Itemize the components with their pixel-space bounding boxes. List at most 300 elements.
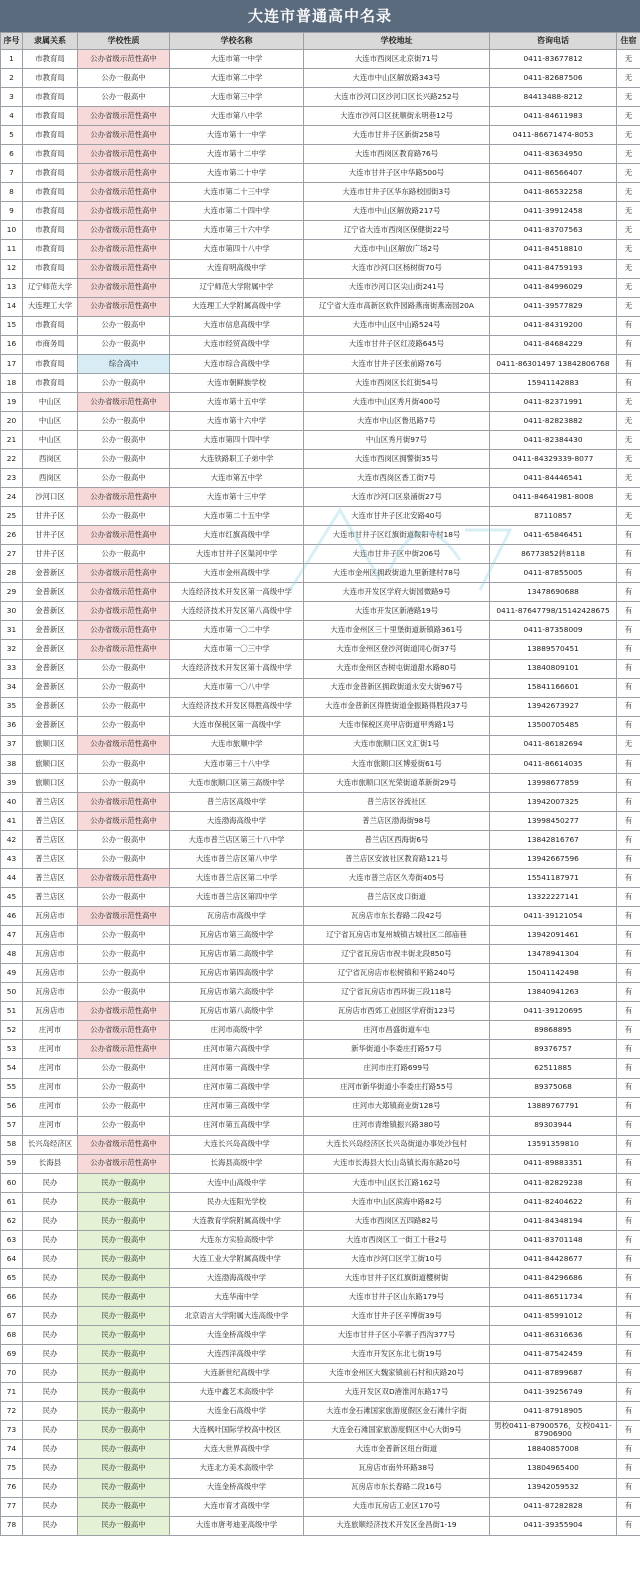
cell-affiliation: 民办	[23, 1383, 78, 1402]
cell-school-type: 民办一般高中	[78, 1478, 170, 1497]
cell-affiliation: 民办	[23, 1364, 78, 1383]
cell-address: 大连市沙河口区尖山街241号	[304, 278, 490, 297]
cell-school-name: 大连金桥高级中学	[170, 1478, 304, 1497]
cell-affiliation: 甘井子区	[23, 545, 78, 564]
table-row	[1, 202, 640, 221]
cell-school-type: 公办一般高中	[78, 316, 170, 335]
cell-index: 8	[1, 183, 23, 202]
table-row	[1, 69, 640, 88]
cell-school-type: 民办一般高中	[78, 1173, 170, 1192]
cell-boarding: 无	[617, 50, 640, 69]
cell-address: 大连市甘井子区山东路179号	[304, 1288, 490, 1307]
cell-index: 37	[1, 735, 23, 754]
cell-phone: 13478941304	[490, 945, 617, 964]
cell-boarding: 无	[617, 183, 640, 202]
cell-index: 7	[1, 164, 23, 183]
cell-boarding: 有	[617, 373, 640, 392]
cell-address: 大连市开发区学府大街园微路9号	[304, 583, 490, 602]
table-row	[1, 107, 640, 126]
cell-boarding: 有	[617, 564, 640, 583]
cell-affiliation: 长兴岛经济区	[23, 1135, 78, 1154]
cell-boarding: 有	[617, 773, 640, 792]
cell-phone: 13942007325	[490, 792, 617, 811]
cell-address: 普兰店区渤海街98号	[304, 811, 490, 830]
cell-index: 47	[1, 926, 23, 945]
cell-boarding: 有	[617, 1364, 640, 1383]
cell-school-type: 公办省级示范性高中	[78, 602, 170, 621]
cell-address: 大连市中山区秀月街400号	[304, 392, 490, 411]
cell-address: 大连市甘井子区中街206号	[304, 545, 490, 564]
cell-affiliation: 市教育局	[23, 316, 78, 335]
cell-school-name: 大连教育学院附属高级中学	[170, 1211, 304, 1230]
cell-affiliation: 庄河市	[23, 1040, 78, 1059]
cell-address: 大连市甘井子区辛博街39号	[304, 1307, 490, 1326]
cell-index: 73	[1, 1421, 23, 1440]
cell-affiliation: 金普新区	[23, 678, 78, 697]
cell-boarding: 有	[617, 1307, 640, 1326]
table-row	[1, 1326, 640, 1345]
cell-boarding: 有	[617, 602, 640, 621]
cell-address: 普兰店区皮口街道	[304, 888, 490, 907]
cell-phone: 0411-84319200	[490, 316, 617, 335]
cell-address: 大连市中山区长江路162号	[304, 1173, 490, 1192]
cell-affiliation: 瓦房店市	[23, 1002, 78, 1021]
cell-school-name: 辽宁师范大学附属中学	[170, 278, 304, 297]
cell-index: 70	[1, 1364, 23, 1383]
cell-address: 大连市中山区解放广场2号	[304, 240, 490, 259]
cell-address: 大连市甘井子区中华路500号	[304, 164, 490, 183]
cell-index: 22	[1, 449, 23, 468]
cell-address: 大连市旅顺口区光荣街道革新街29号	[304, 773, 490, 792]
cell-school-type: 公办省级示范性高中	[78, 735, 170, 754]
cell-boarding: 有	[617, 1383, 640, 1402]
cell-school-type: 公办一般高中	[78, 411, 170, 430]
cell-school-type: 民办一般高中	[78, 1440, 170, 1459]
cell-address: 大连市西岗区教育路76号	[304, 145, 490, 164]
table-row	[1, 983, 640, 1002]
cell-index: 61	[1, 1192, 23, 1211]
cell-boarding: 有	[617, 1192, 640, 1211]
cell-boarding: 有	[617, 354, 640, 373]
cell-address: 大连市瓦房店工业区170号	[304, 1497, 490, 1516]
table-row	[1, 1249, 640, 1268]
table-row	[1, 1459, 640, 1478]
cell-index: 2	[1, 69, 23, 88]
cell-index: 13	[1, 278, 23, 297]
cell-phone: 0411-83707563	[490, 221, 617, 240]
table-row	[1, 373, 640, 392]
cell-school-type: 民办一般高中	[78, 1364, 170, 1383]
table-row	[1, 145, 640, 164]
cell-school-name: 大连枫叶国际学校高中校区	[170, 1421, 304, 1440]
cell-boarding: 有	[617, 1211, 640, 1230]
header-boarding: 住宿	[617, 33, 640, 50]
cell-school-type: 公办省级示范性高中	[78, 1002, 170, 1021]
cell-affiliation: 西岗区	[23, 469, 78, 488]
table-row	[1, 278, 640, 297]
cell-boarding: 有	[617, 926, 640, 945]
cell-phone: 0411-86301497 13842806768	[490, 354, 617, 373]
cell-index: 77	[1, 1497, 23, 1516]
cell-address: 庄河市庄打路699号	[304, 1059, 490, 1078]
cell-school-type: 公办一般高中	[78, 69, 170, 88]
cell-affiliation: 市商务局	[23, 335, 78, 354]
cell-school-name: 瓦房店市第三高级中学	[170, 926, 304, 945]
cell-school-name: 大连华南中学	[170, 1288, 304, 1307]
cell-address: 大连市甘井子区北安路40号	[304, 507, 490, 526]
cell-boarding: 有	[617, 1345, 640, 1364]
cell-index: 30	[1, 602, 23, 621]
cell-index: 45	[1, 888, 23, 907]
cell-affiliation: 瓦房店市	[23, 926, 78, 945]
cell-phone: 0411-39355904	[490, 1516, 617, 1535]
table-row	[1, 1059, 640, 1078]
cell-school-type: 公办省级示范性高中	[78, 107, 170, 126]
cell-address: 大连市金州区大魏家镇前石村和庆路20号	[304, 1364, 490, 1383]
cell-index: 18	[1, 373, 23, 392]
cell-phone: 0411-82371991	[490, 392, 617, 411]
table-row	[1, 1154, 640, 1173]
cell-index: 26	[1, 526, 23, 545]
cell-address: 大连市甘井子区张前路76号	[304, 354, 490, 373]
cell-boarding: 有	[617, 678, 640, 697]
cell-boarding: 无	[617, 469, 640, 488]
cell-phone: 0411-82404622	[490, 1192, 617, 1211]
cell-boarding: 无	[617, 126, 640, 145]
cell-boarding: 有	[617, 1516, 640, 1535]
cell-address: 中山区秀月街97号	[304, 430, 490, 449]
cell-school-name: 大连金石高级中学	[170, 1402, 304, 1421]
header-phone: 咨询电话	[490, 33, 617, 50]
cell-affiliation: 普兰店区	[23, 792, 78, 811]
cell-address: 大连市西岗区北京街71号	[304, 50, 490, 69]
cell-boarding: 无	[617, 411, 640, 430]
cell-school-type: 公办省级示范性高中	[78, 221, 170, 240]
cell-affiliation: 民办	[23, 1345, 78, 1364]
cell-school-type: 民办一般高中	[78, 1230, 170, 1249]
cell-school-type: 公办一般高中	[78, 716, 170, 735]
cell-index: 1	[1, 50, 23, 69]
cell-boarding: 有	[617, 621, 640, 640]
table-row	[1, 1173, 640, 1192]
cell-index: 4	[1, 107, 23, 126]
cell-school-name: 大连市普兰店区第八中学	[170, 849, 304, 868]
cell-address: 大连市沙河口区学工街10号	[304, 1249, 490, 1268]
cell-school-type: 公办一般高中	[78, 983, 170, 1002]
cell-address: 大连市金石滩国家旅游度假区金石滩什字街	[304, 1402, 490, 1421]
cell-boarding: 有	[617, 1059, 640, 1078]
cell-phone: 15941142883	[490, 373, 617, 392]
cell-school-name: 大连市朝鲜族学校	[170, 373, 304, 392]
cell-phone: 0411-84296686	[490, 1269, 617, 1288]
cell-school-name: 大连市第二十四中学	[170, 202, 304, 221]
cell-school-type: 民办一般高中	[78, 1326, 170, 1345]
cell-affiliation: 市教育局	[23, 221, 78, 240]
cell-school-type: 民办一般高中	[78, 1269, 170, 1288]
cell-boarding: 有	[617, 907, 640, 926]
cell-index: 43	[1, 849, 23, 868]
cell-affiliation: 市教育局	[23, 202, 78, 221]
cell-index: 42	[1, 830, 23, 849]
cell-school-type: 公办省级示范性高中	[78, 488, 170, 507]
table-row	[1, 354, 640, 373]
table-row	[1, 1135, 640, 1154]
cell-phone: 89868895	[490, 1021, 617, 1040]
cell-boarding: 有	[617, 640, 640, 659]
cell-boarding: 无	[617, 164, 640, 183]
cell-phone: 13889767791	[490, 1097, 617, 1116]
cell-phone: 0411-86566407	[490, 164, 617, 183]
table-row	[1, 1021, 640, 1040]
cell-affiliation: 民办	[23, 1440, 78, 1459]
table-row	[1, 583, 640, 602]
cell-phone: 0411-82823882	[490, 411, 617, 430]
cell-address: 大连市甘井子区红旗街道樱树街	[304, 1269, 490, 1288]
cell-school-type: 公办省级示范性高中	[78, 1040, 170, 1059]
cell-school-type: 公办省级示范性高中	[78, 126, 170, 145]
cell-affiliation: 市教育局	[23, 107, 78, 126]
cell-school-name: 庄河市第五高级中学	[170, 1116, 304, 1135]
table-row	[1, 830, 640, 849]
cell-phone: 0411-82384430	[490, 430, 617, 449]
cell-boarding: 有	[617, 1116, 640, 1135]
cell-phone: 0411-87899687	[490, 1364, 617, 1383]
table-row	[1, 50, 640, 69]
table-row	[1, 811, 640, 830]
cell-address: 大连市沙河口区泉涌街27号	[304, 488, 490, 507]
cell-index: 72	[1, 1402, 23, 1421]
table-row	[1, 621, 640, 640]
table-row	[1, 1440, 640, 1459]
cell-boarding: 无	[617, 202, 640, 221]
cell-school-type: 公办省级示范性高中	[78, 164, 170, 183]
cell-affiliation: 长海县	[23, 1154, 78, 1173]
table-row	[1, 945, 640, 964]
cell-school-name: 普兰店区高级中学	[170, 792, 304, 811]
table-row	[1, 1345, 640, 1364]
cell-boarding: 无	[617, 507, 640, 526]
cell-boarding: 有	[617, 1173, 640, 1192]
cell-school-name: 大连西洋高级中学	[170, 1345, 304, 1364]
cell-affiliation: 民办	[23, 1269, 78, 1288]
cell-boarding: 有	[617, 1021, 640, 1040]
cell-index: 23	[1, 469, 23, 488]
table-row	[1, 488, 640, 507]
cell-school-type: 公办省级示范性高中	[78, 792, 170, 811]
cell-address: 大连市开发区新港路19号	[304, 602, 490, 621]
cell-school-type: 公办省级示范性高中	[78, 278, 170, 297]
cell-affiliation: 中山区	[23, 430, 78, 449]
cell-phone: 0411-82687506	[490, 69, 617, 88]
cell-school-type: 公办一般高中	[78, 964, 170, 983]
cell-address: 新华街道小李委庄打路57号	[304, 1040, 490, 1059]
cell-phone: 13322227141	[490, 888, 617, 907]
table-row	[1, 240, 640, 259]
cell-phone: 84413488-8212	[490, 88, 617, 107]
table-row	[1, 164, 640, 183]
cell-school-type: 民办一般高中	[78, 1421, 170, 1440]
cell-index: 19	[1, 392, 23, 411]
cell-index: 16	[1, 335, 23, 354]
cell-affiliation: 旅顺口区	[23, 735, 78, 754]
cell-index: 74	[1, 1440, 23, 1459]
cell-affiliation: 中山区	[23, 411, 78, 430]
table-row	[1, 449, 640, 468]
cell-affiliation: 瓦房店市	[23, 983, 78, 1002]
cell-index: 31	[1, 621, 23, 640]
cell-index: 27	[1, 545, 23, 564]
cell-affiliation: 民办	[23, 1173, 78, 1192]
cell-index: 21	[1, 430, 23, 449]
cell-phone: 13840809101	[490, 659, 617, 678]
cell-phone: 0411-86316636	[490, 1326, 617, 1345]
cell-address: 庄河市新华街道小李委庄打路55号	[304, 1078, 490, 1097]
cell-school-name: 大连市综合高级中学	[170, 354, 304, 373]
table-row	[1, 1421, 640, 1440]
cell-school-name: 大连大世界高级中学	[170, 1440, 304, 1459]
cell-address: 大连市甘井子区小辛寨子西沟377号	[304, 1326, 490, 1345]
cell-address: 大连市西岗区拥警街35号	[304, 449, 490, 468]
cell-address: 大连市金州区拥政街道九里新建村78号	[304, 564, 490, 583]
cell-phone: 13942059532	[490, 1478, 617, 1497]
cell-address: 大连市甘井子区红旗街道鞍阳寺村18号	[304, 526, 490, 545]
table-row	[1, 1116, 640, 1135]
cell-affiliation: 普兰店区	[23, 811, 78, 830]
cell-school-type: 民办一般高中	[78, 1345, 170, 1364]
table-row	[1, 507, 640, 526]
cell-boarding: 无	[617, 297, 640, 316]
table-row	[1, 1402, 640, 1421]
cell-affiliation: 金普新区	[23, 659, 78, 678]
cell-boarding: 有	[617, 754, 640, 773]
cell-address: 大连市长海县大长山岛镇长海东路20号	[304, 1154, 490, 1173]
cell-school-name: 庄河市第一高级中学	[170, 1059, 304, 1078]
cell-school-name: 大连市第一〇八中学	[170, 678, 304, 697]
cell-school-type: 公办省级示范性高中	[78, 640, 170, 659]
table-row	[1, 526, 640, 545]
cell-address: 大连市甘井子区新街258号	[304, 126, 490, 145]
cell-school-name: 大连铁路职工子弟中学	[170, 449, 304, 468]
table-row	[1, 1269, 640, 1288]
cell-address: 普兰店区西海街6号	[304, 830, 490, 849]
cell-school-name: 大连市红旗高级中学	[170, 526, 304, 545]
cell-index: 67	[1, 1307, 23, 1326]
cell-boarding: 有	[617, 659, 640, 678]
cell-affiliation: 中山区	[23, 392, 78, 411]
cell-school-name: 庄河市第二高级中学	[170, 1078, 304, 1097]
cell-phone: 0411-86182694	[490, 735, 617, 754]
table-row	[1, 297, 640, 316]
cell-address: 庄河市昌盛街道车屯	[304, 1021, 490, 1040]
cell-boarding: 有	[617, 1154, 640, 1173]
cell-address: 庄河市青维镇振兴路380号	[304, 1116, 490, 1135]
cell-index: 17	[1, 354, 23, 373]
cell-school-type: 公办一般高中	[78, 1116, 170, 1135]
cell-school-type: 公办省级示范性高中	[78, 1021, 170, 1040]
cell-school-type: 公办一般高中	[78, 1097, 170, 1116]
cell-index: 20	[1, 411, 23, 430]
cell-boarding: 有	[617, 1269, 640, 1288]
cell-affiliation: 普兰店区	[23, 849, 78, 868]
cell-phone: 13591359810	[490, 1135, 617, 1154]
cell-boarding: 有	[617, 1326, 640, 1345]
cell-phone: 0411-87918905	[490, 1402, 617, 1421]
cell-phone: 0411-39121054	[490, 907, 617, 926]
cell-phone: 0411-84428677	[490, 1249, 617, 1268]
cell-phone: 15541187971	[490, 869, 617, 888]
cell-index: 36	[1, 716, 23, 735]
cell-affiliation: 西岗区	[23, 449, 78, 468]
cell-school-type: 公办一般高中	[78, 659, 170, 678]
cell-school-name: 庄河市第六高级中学	[170, 1040, 304, 1059]
cell-school-type: 公办一般高中	[78, 1059, 170, 1078]
cell-school-type: 公办一般高中	[78, 888, 170, 907]
cell-affiliation: 民办	[23, 1497, 78, 1516]
cell-phone: 13942091461	[490, 926, 617, 945]
cell-index: 40	[1, 792, 23, 811]
cell-address: 大连市金州区登沙河街道同心街37号	[304, 640, 490, 659]
cell-index: 53	[1, 1040, 23, 1059]
cell-boarding: 有	[617, 1402, 640, 1421]
table-row	[1, 792, 640, 811]
cell-affiliation: 民办	[23, 1230, 78, 1249]
cell-school-name: 大连理工大学附属高级中学	[170, 297, 304, 316]
cell-phone: 13998450277	[490, 811, 617, 830]
cell-address: 大连市甘井子区红凌路645号	[304, 335, 490, 354]
cell-school-name: 大连市第四十四中学	[170, 430, 304, 449]
table-row	[1, 545, 640, 564]
cell-affiliation: 瓦房店市	[23, 945, 78, 964]
cell-school-name: 大连市甘井子区渠河中学	[170, 545, 304, 564]
cell-affiliation: 民办	[23, 1402, 78, 1421]
cell-phone: 0411-87358009	[490, 621, 617, 640]
table-row	[1, 735, 640, 754]
cell-school-type: 民办一般高中	[78, 1516, 170, 1535]
cell-school-name: 大连新世纪高级中学	[170, 1364, 304, 1383]
table-row	[1, 1383, 640, 1402]
cell-index: 71	[1, 1383, 23, 1402]
cell-school-type: 公办一般高中	[78, 830, 170, 849]
cell-index: 65	[1, 1269, 23, 1288]
cell-index: 32	[1, 640, 23, 659]
cell-phone: 0411-83677812	[490, 50, 617, 69]
cell-boarding: 有	[617, 1078, 640, 1097]
cell-school-name: 大连市第一中学	[170, 50, 304, 69]
cell-school-name: 大连北方美术高级中学	[170, 1459, 304, 1478]
cell-affiliation: 民办	[23, 1288, 78, 1307]
cell-affiliation: 民办	[23, 1421, 78, 1440]
cell-school-type: 民办一般高中	[78, 1459, 170, 1478]
table-row	[1, 1192, 640, 1211]
cell-phone: 男校0411-87900576，女校0411-87906900	[490, 1421, 617, 1440]
table-row	[1, 430, 640, 449]
cell-school-name: 大连工业大学附属高级中学	[170, 1249, 304, 1268]
cell-index: 68	[1, 1326, 23, 1345]
cell-school-type: 公办省级示范性高中	[78, 183, 170, 202]
cell-index: 75	[1, 1459, 23, 1478]
cell-address: 大连长兴岛经济区长兴岛街道办事处沙包村	[304, 1135, 490, 1154]
cell-school-type: 公办省级示范性高中	[78, 240, 170, 259]
cell-index: 11	[1, 240, 23, 259]
cell-school-name: 大连市普兰店区第三十八中学	[170, 830, 304, 849]
cell-address: 大连市开发区东北七街19号	[304, 1345, 490, 1364]
table-row	[1, 126, 640, 145]
cell-school-type: 公办一般高中	[78, 926, 170, 945]
cell-school-type: 公办一般高中	[78, 449, 170, 468]
cell-phone: 0411-65846451	[490, 526, 617, 545]
cell-school-type: 公办一般高中	[78, 545, 170, 564]
cell-boarding: 有	[617, 1288, 640, 1307]
